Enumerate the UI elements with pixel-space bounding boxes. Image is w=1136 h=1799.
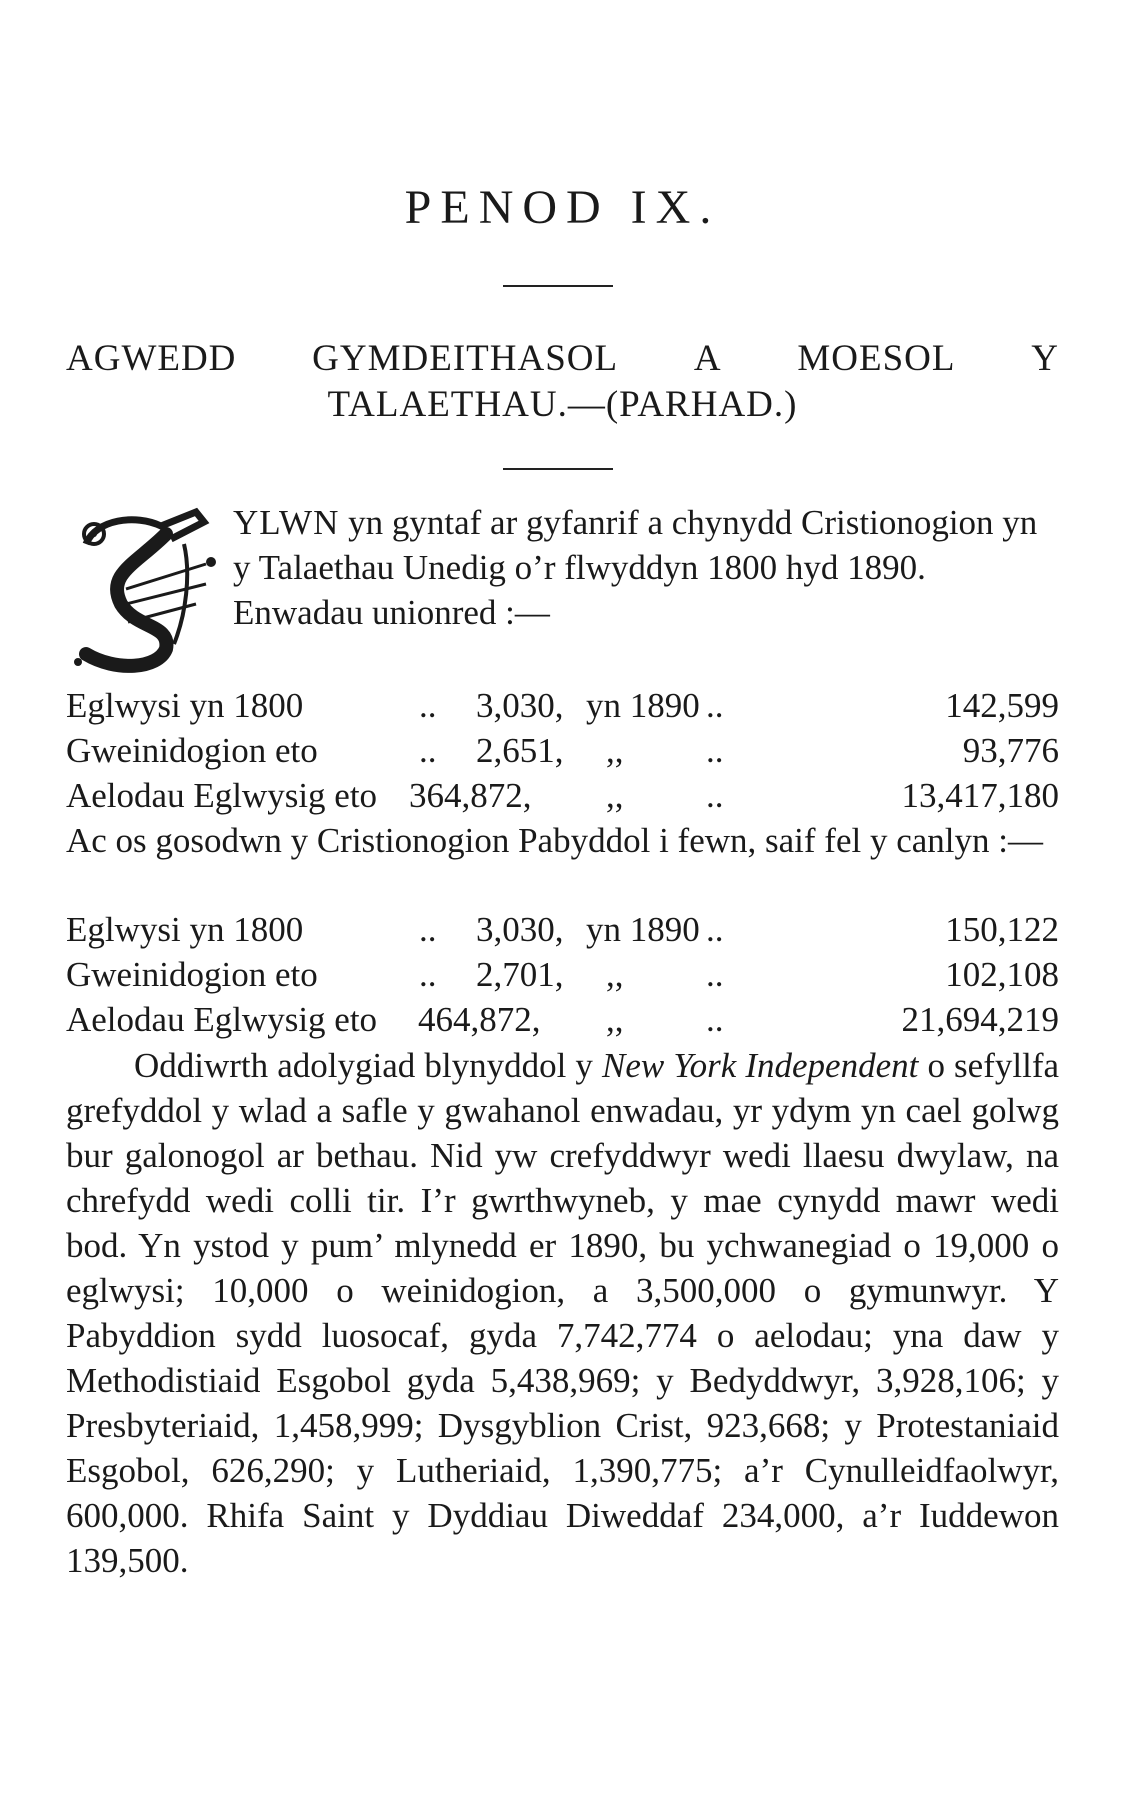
value-1800: 2,701,	[476, 955, 564, 994]
ornamental-dropcap-s-icon	[66, 504, 221, 674]
body-paragraph	[66, 1043, 1059, 1583]
section-heading-line1	[66, 336, 1059, 382]
intro-first-word: YLWN	[233, 503, 340, 542]
divider-rule	[503, 468, 613, 470]
value-1890: 13,417,180	[901, 776, 1059, 815]
leader-dots: ..	[706, 686, 724, 725]
divider-rule	[503, 285, 613, 287]
row-label: Gweinidogion eto	[66, 955, 318, 994]
row-label: Eglwysi yn 1800	[66, 686, 304, 725]
ditto-mark: ,,	[606, 776, 624, 815]
table-row	[66, 728, 1059, 773]
table-row	[66, 907, 1059, 952]
value-1890: 93,776	[962, 731, 1059, 770]
leader-dots: ..	[706, 731, 724, 770]
value-1800: 364,872,	[409, 776, 532, 815]
ditto-mark: ,,	[606, 1000, 624, 1039]
intro-text	[233, 503, 1037, 632]
ditto-mark: yn 1890	[586, 686, 700, 725]
value-1890: 142,599	[945, 686, 1059, 725]
value-1890: 21,694,219	[901, 1000, 1059, 1039]
table-row	[66, 952, 1059, 997]
intro-body-text: yn gyntaf ar gyfanrif a chynydd Cristionogion yn y Talaethau Unedig o’r flwyddyn 1800 hyd 1890. Enwadau unionred :—	[233, 503, 1038, 632]
leader-dots: ..	[419, 686, 437, 725]
statistics-table-with-catholics	[66, 907, 1059, 1042]
row-label: Aelodau Eglwysig eto	[66, 1000, 378, 1039]
paragraph-text-start: Oddiwrth adolygiad blynyddol y	[134, 1046, 603, 1085]
table-row	[66, 683, 1059, 728]
value-1800: 2,651,	[476, 731, 564, 770]
row-label: Eglwysi yn 1800	[66, 910, 304, 949]
chapter-title: PENOD IX.	[404, 181, 721, 234]
heading-word: A	[693, 338, 722, 379]
leader-dots: ..	[419, 910, 437, 949]
leader-dots: ..	[706, 776, 724, 815]
value-1800: 3,030,	[476, 686, 564, 725]
section-heading-line2: TALAETHAU.—(PARHAD.)	[327, 384, 798, 425]
table-row	[66, 997, 1059, 1042]
value-1800: 3,030,	[476, 910, 564, 949]
value-1890: 150,122	[945, 910, 1059, 949]
middle-paragraph: Ac os gosodwn y Cristionogion Pabyddol i fewn, saif fel y canlyn :—	[66, 821, 1043, 860]
ditto-mark: ,,	[606, 731, 624, 770]
value-1800: 464,872,	[418, 1000, 541, 1039]
value-1890: 102,108	[945, 955, 1059, 994]
newspaper-title: New York Independent	[602, 1046, 919, 1085]
leader-dots: ..	[419, 731, 437, 770]
row-label: Aelodau Eglwysig eto	[66, 776, 378, 815]
ditto-mark: ,,	[606, 955, 624, 994]
leader-dots: ..	[706, 1000, 724, 1039]
row-label: Gweinidogion eto	[66, 731, 318, 770]
intro-paragraph	[66, 500, 1059, 674]
table-row	[66, 773, 1059, 818]
leader-dots: ..	[419, 955, 437, 994]
ditto-mark: yn 1890	[586, 910, 700, 949]
heading-word: MOESOL	[797, 338, 956, 379]
leader-dots: ..	[706, 910, 724, 949]
heading-word: Y	[1031, 338, 1059, 379]
heading-word: GYMDEITHASOL	[312, 338, 619, 379]
heading-word: AGWEDD	[66, 338, 237, 379]
paragraph-text-rest: o sefyllfa grefyddol y wlad a safle y gwahanol enwadau, yr ydym yn cael golwg bur galonogol ar bethau. Nid yw crefyddwyr wedi llaesu dwylaw, na chrefydd wedi colli tir. I’r gwrthwyneb, y mae cynydd mawr wedi bod. Yn ystod y pum’ mlynedd er 1890, bu ychwanegiad o 19,000 o eglwysi; 10,000 o weinidogion, a 3,500,000 o gymunwyr. Y Pabyddion sydd luosocaf, gyda 7,742,774 o aelodau; yna daw y Methodistiaid Esgobol gyda 5,438,969; y Bedyddwyr, 3,928,106; y Presbyteriaid, 1,458,999; Dysgyblion Crist, 923,668; y Protestaniaid Esgobol, 626,290; y Lutheriaid, 1,390,775; a’r Cynulleidfaolwyr, 600,000. Rhifa Saint y Dyddiau Diweddaf 234,000, a’r Iuddewon 139,500.	[66, 1046, 1060, 1580]
leader-dots: ..	[706, 955, 724, 994]
statistics-table-orthodox	[66, 683, 1059, 818]
